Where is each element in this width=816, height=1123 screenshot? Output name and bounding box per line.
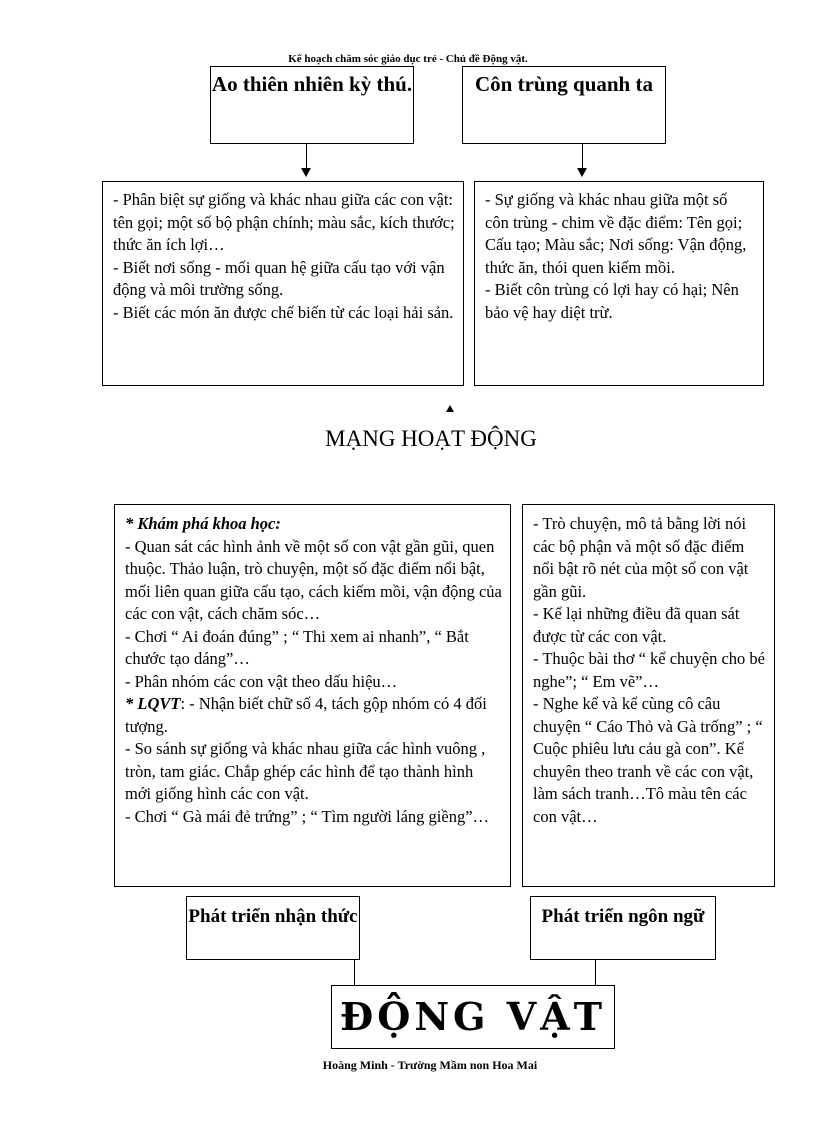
arrow-line-left [306,144,307,169]
list-item: - Phân biệt sự giống và khác nhau giữa các con vật: tên gọi; một số bộ phận chính; màu sắc, kích thước; thức ăn ích lợi… [113,190,455,254]
activity-box-language [522,504,775,887]
content-box-insects [474,181,764,386]
content-box-pond [102,181,464,386]
topic-box-insects: Côn trùng quanh ta [462,66,666,144]
label-box-language: Phát triển ngôn ngữ [530,896,716,960]
list-item: - Biết côn trùng có lợi hay có hại; Nên bảo vệ hay diệt trừ. [485,280,739,322]
list-item: - Chơi “ Gà mái đẻ trứng” ; “ Tìm người láng giềng”… [125,806,490,826]
list-item: - Chơi “ Ai đoán đúng” ; “ Thi xem ai nhanh”, “ Bắt chước tạo dáng”… [125,626,469,668]
page-title: MẠNG HOẠT ĐỘNG [325,426,537,451]
arrow-line-right [582,144,583,169]
page-header: Kế hoạch chăm sóc giáo dục trẻ - Chủ đề Động vật. [288,53,528,65]
connector-line [595,960,596,986]
topic-box-pond: Ao thiên nhiên kỳ thú. [210,66,414,144]
section-heading: * Khám phá khoa học: [125,514,281,533]
list-item: - Quan sát các hình ảnh về một số con vật gần gũi, quen thuộc. Thảo luận, trò chuyện, một số đặc điểm nổi bật, mối liên quan giữa cấu tạo, cách kiếm mồi, vận động của các con vật, cách chăm sóc… [125,536,502,623]
list-item: - So sánh sự giống và khác nhau giữa các hình vuông , tròn, tam giác. Chắp ghép các hình để tạo thành hình mới giống hình các con vật. [125,739,486,803]
arrow-down-icon [301,168,311,177]
connector-line [354,960,355,986]
triangle-up-icon [446,405,454,412]
list-item: - Biết nơi sống - mối quan hệ giữa cấu tạo với vận động và môi trường sống. [113,257,445,299]
label-box-cognitive: Phát triển nhận thức [186,896,360,960]
center-title-box: ĐỘNG VẬT [331,985,615,1049]
lqvt-label: * LQVT [125,694,181,713]
list-item [125,693,502,738]
arrow-down-icon [577,168,587,177]
page-footer: Hoàng Minh - Trường Mầm non Hoa Mai [322,1058,538,1072]
list-item: - Trò chuyện, mô tả bằng lời nói các bộ phận và một số đặc điểm nổi bật rõ nét của một số con vật gần gũi. [533,514,749,601]
list-item: - Phân nhóm các con vật theo dấu hiệu… [125,671,398,691]
list-item: - Sự giống và khác nhau giữa một số côn trùng - chim về đặc điểm: Tên gọi; Cấu tạo; Màu sắc; Nơi sống: Vận động, thức ăn, thói quen kiếm mồi. [485,190,747,277]
list-item: - Nghe kể và kể cùng cô câu chuyện “ Cáo Thỏ và Gà trống” ; “ Cuộc phiêu lưu cảu gà con”. Kể chuyên theo tranh về các con vật, làm sách tranh…Tô màu tên các con vật… [533,694,763,826]
list-item: - Thuộc bài thơ “ kể chuyện cho bé nghe”; “ Em vẽ”… [533,649,766,691]
list-item: - Kể lại những điều đã quan sát được từ các con vật. [533,604,740,646]
list-item: - Biết các món ăn được chế biến từ các loại hải sản. [113,302,454,322]
activity-box-science [114,504,511,887]
lqvt-text: : - Nhận biết chữ số 4, tách gộp nhóm có 4 đối tượng. [125,694,487,736]
